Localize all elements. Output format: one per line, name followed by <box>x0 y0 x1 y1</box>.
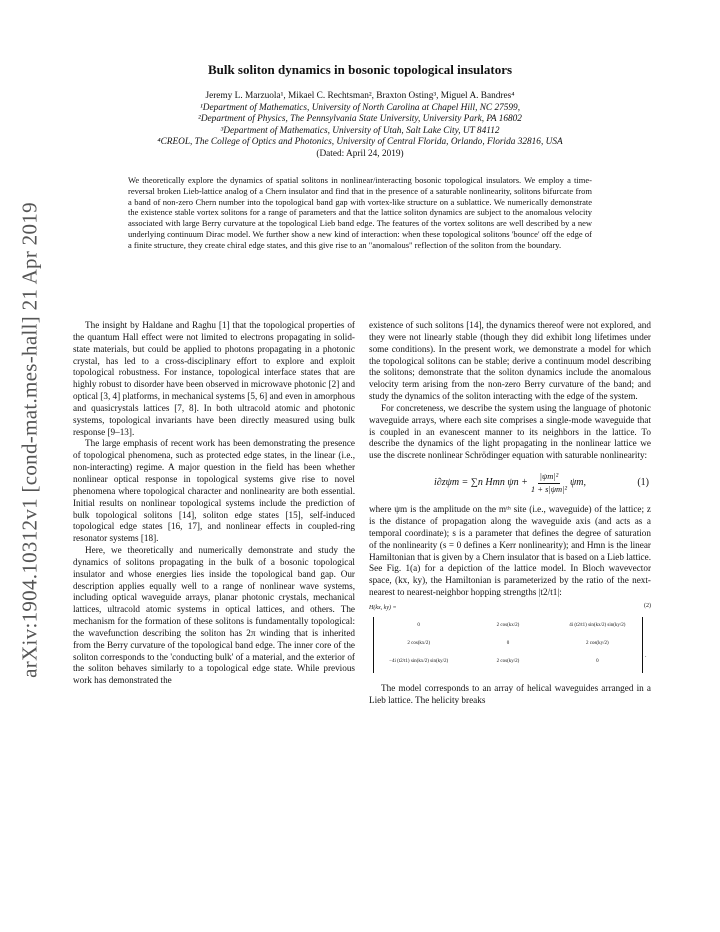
matrix-cell: 2 cos(kx/2) <box>496 622 520 628</box>
dated-line: (Dated: April 24, 2019) <box>316 148 404 159</box>
matrix-cell: −4i (t2/t1) sin(kx/2) sin(ky/2) <box>389 658 449 664</box>
paragraph-concreteness: For concreteness, we describe the system using the language of photonic waveguide arrays, where each site comprises a single-mode waveguide that is coupled in an evanescent manner to its neighbors in the lattice. To describe the dynamics of the light propagating in the nonlinear lattice we use the discrete nonlinear Schrödinger equation with saturable nonlinearity: <box>369 402 651 461</box>
paragraph-model: The model corresponds to an array of helical waveguides arranged in a Lieb lattice. The helicity breaks <box>369 682 651 705</box>
author-list: Jeremy L. Marzuola¹, Mikael C. Rechtsman², Braxton Osting³, Miguel A. Bandres⁴ <box>205 91 515 101</box>
matrix-row <box>374 635 642 653</box>
equation-1-denominator: 1 + s|ψm|² <box>530 483 568 494</box>
equation-2-number: (2) <box>644 602 651 609</box>
paragraph-intro: The insight by Haldane and Raghu [1] that the topological properties of the quantum Hall effect were not limited to electrons propagating in solid-state materials, but could be applied to photons propagating in a photonic crystal, has led to a cross-disciplinary effort to explore and exploit topological robustness. For instance, topological interface states that are highly robust to disorder have been observed in microwave photonic [2] and optical [3, 4] platforms, in mechanical systems [5, 6] and even in amorphous and quasicrystals lattices [7, 8]. In both ultracold atomic and photonic systems, topological invariants have been directly measured using bulk response [9–13]. <box>73 320 355 437</box>
matrix-row <box>374 617 642 635</box>
matrix-cell: 2 cos(kx/2) <box>407 640 430 646</box>
left-column <box>73 320 355 687</box>
equation-1-lhs: i∂zψm = ∑n Hmn ψn + <box>434 477 528 489</box>
paragraph-emphasis: The large emphasis of recent work has been demonstrating the presence of topological phenomena, such as protected edge states, in the linear (i.e., non-interacting) regime. A major question in the field has been whether nonlinear optical response in topological systems give rise to novel phenomena where topological character and nonlinearity are both essential. Initial results on nonlinear topological systems include the prediction of bulk topological solitons [14], soliton edge states [15], self-induced topological edge states [16, 17], and nonlinear effects in coupled-ring resonator systems [18]. <box>73 438 355 544</box>
matrix-cell: 0 <box>596 658 599 664</box>
matrix-cell: 0 <box>417 622 420 628</box>
equation-1 <box>369 462 651 504</box>
matrix-cell: 2 cos(ky/2) <box>496 658 520 664</box>
equation-1-fraction <box>531 471 567 496</box>
paragraph-here: Here, we theoretically and numerically demonstrate and study the dynamics of solitons propagating in the bulk of a bosonic topological insulator and whose energies lies inside the topological band gap. Our description applies equally well to a range of nonlinear wave systems, including optical waveguide arrays, planar photonic crystals, mechanical lattices, ultracold atomic systems in optical lattices, and others. The mechanism for the formation of these solitons is fundamentally topological: the wavefunction describing the soliton has 2π winding that is inherited from the Berry curvature of the topological band edge. The inner core of the soliton corresponds to the 'conducting bulk' of a material, and the exterior of the soliton behaves similarly to a topological edge state. While previous work has demonstrated the <box>73 545 355 686</box>
arxiv-stamp-text: arXiv:1904.10312v1 [cond-mat.mes-hall] 21 Apr 2019 <box>17 202 42 678</box>
hamiltonian-matrix <box>373 617 643 673</box>
matrix-cell: 0 <box>506 640 510 646</box>
equation-2-label: H(kx, ky) = <box>369 604 397 611</box>
paragraph-existence: existence of such solitons [14], the dynamics thereof were not explored, and they were not linearly stable (though they did exhibit long lifetimes under some conditions). In the present work, we demonstrate a model for which the topological solitons can be stable; derive a continuum model describing the solitons; demonstrate that the soliton dynamics include the anomalous velocity term arising from the non-zero Berry curvature of the band; and study the dynamics of the soliton interacting with the edge of the system. <box>369 320 651 402</box>
affiliation-2: ²Department of Physics, The Pennsylvania State University, University Park, PA 16802 <box>198 114 522 125</box>
matrix-period: . <box>645 652 647 659</box>
abstract: We theoretically explore the dynamics of spatial solitons in nonlinear/interacting bosonic topological insulators. We employ a time-reversal broken Lieb-lattice analog of a Chern insulator and find that in the presence of a saturable nonlinearity, solitons bifurcate from a band of non-zero Chern number into the topological band gap with vortex-like structure on a sublattice. We numerically demonstrate the existence stable vortex solitons for a range of parameters and that the lattice soliton dynamics are subject to the anomalous velocity associated with large Berry curvature at the topological Lieb band edge. The features of the vortex solitons are well described by a new underlying continuum Dirac model. We further show a new kind of interaction: when these topological solitons 'bounce' off the edge of a finite structure, they create chiral edge states, and this give rise to an "anomalous" reflection of the soliton from the boundary. <box>128 175 592 250</box>
right-column <box>369 320 651 707</box>
equation-1-rhs: ψm, <box>570 477 586 489</box>
affiliation-1: ¹Department of Mathematics, University of North Carolina at Chapel Hill, NC 27599, <box>199 102 521 113</box>
equation-1-numerator: |ψm|² <box>538 471 561 484</box>
matrix-cell: 4i (t2/t1) sin(kx/2) sin(ky/2) <box>569 622 626 628</box>
affiliation-3: ³Department of Mathematics, University of Utah, Salt Lake City, UT 84112 <box>220 125 500 136</box>
matrix-cell: 2 cos(ky/2) <box>586 640 609 646</box>
affiliation-4: ⁴CREOL, The College of Optics and Photonics, University of Central Florida, Orlando, Florida 32816, USA <box>157 137 563 148</box>
paper-title: Bulk soliton dynamics in bosonic topological insulators <box>207 62 513 77</box>
matrix-row <box>374 653 642 671</box>
arxiv-stamp <box>10 200 50 680</box>
author-block <box>0 91 720 161</box>
equation-1-number: (1) <box>637 477 649 489</box>
equation-2 <box>369 599 651 711</box>
paragraph-where: where ψm is the amplitude on the mᵗʰ site (i.e., waveguide) of the lattice; z is the distance of propagation along the waveguide axis (and acts as a temporal coordinate); s is a parameter that defines the degree of saturation of the nonlinearity (s = 0 defines a Kerr nonlinearity); and Hmn is the linear Hamiltonian that is given by a Chern insulator that is based on a Lieb lattice. See Fig. 1(a) for a depiction of the lattice model. In Bloch wavevector space, (kx, ky), the Hamiltonian is parameterized by the ratio of the next-nearest to nearest-neighbor hopping strengths |t2/t1|: <box>369 504 651 598</box>
